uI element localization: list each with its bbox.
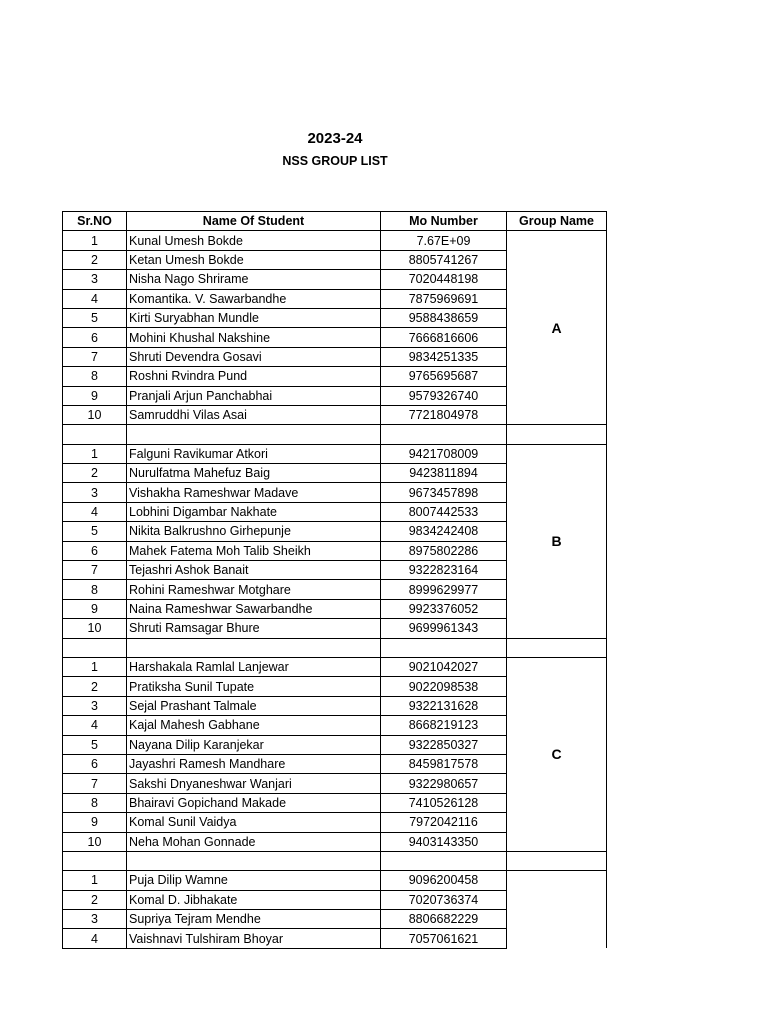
row-mobile-number: 9673457898 <box>381 483 507 502</box>
table-row <box>63 871 607 890</box>
empty-cell <box>63 425 127 444</box>
separator-row <box>63 425 607 444</box>
row-mobile-number: 8459817578 <box>381 754 507 773</box>
empty-cell <box>63 638 127 657</box>
row-sr-no: 7 <box>63 774 127 793</box>
row-mobile-number: 9421708009 <box>381 444 507 463</box>
row-mobile-number: 7666816606 <box>381 328 507 347</box>
row-sr-no: 9 <box>63 599 127 618</box>
row-sr-no: 2 <box>63 677 127 696</box>
header-group: Group Name <box>507 212 607 231</box>
table-row <box>63 657 607 676</box>
row-student-name: Puja Dilip Wamne <box>127 871 381 890</box>
row-mobile-number: 9322850327 <box>381 735 507 754</box>
document-year: 2023-24 <box>307 130 363 147</box>
table-row <box>63 231 607 250</box>
document-subtitle: NSS GROUP LIST <box>282 154 388 168</box>
row-sr-no: 1 <box>63 444 127 463</box>
row-student-name: Kunal Umesh Bokde <box>127 231 381 250</box>
row-sr-no: 7 <box>63 561 127 580</box>
row-student-name: Neha Mohan Gonnade <box>127 832 381 851</box>
row-sr-no: 8 <box>63 580 127 599</box>
table-row <box>63 444 607 463</box>
row-sr-no: 9 <box>63 813 127 832</box>
row-student-name: Roshni Rvindra Pund <box>127 367 381 386</box>
row-student-name: Ketan Umesh Bokde <box>127 250 381 269</box>
row-sr-no: 6 <box>63 754 127 773</box>
row-student-name: Supriya Tejram Mendhe <box>127 910 381 929</box>
row-student-name: Pranjali Arjun Panchabhai <box>127 386 381 405</box>
row-mobile-number: 7410526128 <box>381 793 507 812</box>
row-mobile-number: 9699961343 <box>381 619 507 638</box>
row-mobile-number: 9022098538 <box>381 677 507 696</box>
row-mobile-number: 7972042116 <box>381 813 507 832</box>
row-mobile-number: 9834251335 <box>381 347 507 366</box>
row-student-name: Harshakala Ramlal Lanjewar <box>127 657 381 676</box>
row-student-name: Tejashri Ashok Banait <box>127 561 381 580</box>
empty-cell <box>127 638 381 657</box>
row-sr-no: 4 <box>63 929 127 948</box>
row-student-name: Vishakha Rameshwar Madave <box>127 483 381 502</box>
separator-row <box>63 851 607 870</box>
empty-cell <box>381 851 507 870</box>
table-header-row <box>63 212 607 231</box>
row-student-name: Falguni Ravikumar Atkori <box>127 444 381 463</box>
row-sr-no: 5 <box>63 735 127 754</box>
row-student-name: Pratiksha Sunil Tupate <box>127 677 381 696</box>
row-mobile-number: 8806682229 <box>381 910 507 929</box>
row-student-name: Lobhini Digambar Nakhate <box>127 502 381 521</box>
empty-cell <box>63 851 127 870</box>
row-student-name: Nikita Balkrushno Girhepunje <box>127 522 381 541</box>
row-sr-no: 10 <box>63 405 127 424</box>
row-sr-no: 7 <box>63 347 127 366</box>
header-name: Name Of Student <box>127 212 381 231</box>
row-mobile-number: 8007442533 <box>381 502 507 521</box>
row-sr-no: 2 <box>63 464 127 483</box>
row-sr-no: 10 <box>63 619 127 638</box>
row-sr-no: 2 <box>63 890 127 909</box>
row-sr-no: 1 <box>63 871 127 890</box>
row-mobile-number: 9322131628 <box>381 696 507 715</box>
empty-cell <box>381 638 507 657</box>
row-student-name: Mahek Fatema Moh Talib Sheikh <box>127 541 381 560</box>
row-student-name: Nurulfatma Mahefuz Baig <box>127 464 381 483</box>
row-mobile-number: 9322823164 <box>381 561 507 580</box>
row-mobile-number: 7.67E+09 <box>381 231 507 250</box>
row-mobile-number: 9923376052 <box>381 599 507 618</box>
row-student-name: Nisha Nago Shrirame <box>127 270 381 289</box>
row-sr-no: 1 <box>63 231 127 250</box>
row-mobile-number: 8668219123 <box>381 716 507 735</box>
row-student-name: Shruti Ramsagar Bhure <box>127 619 381 638</box>
row-mobile-number: 7020736374 <box>381 890 507 909</box>
row-mobile-number: 9403143350 <box>381 832 507 851</box>
row-mobile-number: 7875969691 <box>381 289 507 308</box>
row-student-name: Sejal Prashant Talmale <box>127 696 381 715</box>
row-sr-no: 4 <box>63 502 127 521</box>
row-mobile-number: 7721804978 <box>381 405 507 424</box>
row-mobile-number: 9588438659 <box>381 308 507 327</box>
row-student-name: Sakshi Dnyaneshwar Wanjari <box>127 774 381 793</box>
row-mobile-number: 9765695687 <box>381 367 507 386</box>
row-student-name: Shruti Devendra Gosavi <box>127 347 381 366</box>
row-student-name: Bhairavi Gopichand Makade <box>127 793 381 812</box>
row-mobile-number: 7057061621 <box>381 929 507 948</box>
row-sr-no: 3 <box>63 270 127 289</box>
row-sr-no: 3 <box>63 696 127 715</box>
row-mobile-number: 9021042027 <box>381 657 507 676</box>
row-sr-no: 4 <box>63 289 127 308</box>
row-student-name: Komantika. V. Sawarbandhe <box>127 289 381 308</box>
empty-cell <box>381 425 507 444</box>
header-mobile: Mo Number <box>381 212 507 231</box>
row-mobile-number: 8975802286 <box>381 541 507 560</box>
row-student-name: Komal D. Jibhakate <box>127 890 381 909</box>
table-body <box>63 231 607 948</box>
row-mobile-number: 9579326740 <box>381 386 507 405</box>
row-mobile-number: 9834242408 <box>381 522 507 541</box>
row-sr-no: 5 <box>63 522 127 541</box>
empty-cell <box>507 425 607 444</box>
row-student-name: Jayashri Ramesh Mandhare <box>127 754 381 773</box>
row-sr-no: 10 <box>63 832 127 851</box>
row-sr-no: 1 <box>63 657 127 676</box>
empty-cell <box>127 851 381 870</box>
row-sr-no: 9 <box>63 386 127 405</box>
separator-row <box>63 638 607 657</box>
row-mobile-number: 7020448198 <box>381 270 507 289</box>
group-name-cell: B <box>507 444 607 638</box>
row-student-name: Mohini Khushal Nakshine <box>127 328 381 347</box>
row-sr-no: 8 <box>63 367 127 386</box>
group-name-cell <box>507 871 607 949</box>
row-student-name: Kajal Mahesh Gabhane <box>127 716 381 735</box>
row-mobile-number: 8999629977 <box>381 580 507 599</box>
row-student-name: Komal Sunil Vaidya <box>127 813 381 832</box>
row-sr-no: 4 <box>63 716 127 735</box>
row-mobile-number: 8805741267 <box>381 250 507 269</box>
row-student-name: Nayana Dilip Karanjekar <box>127 735 381 754</box>
row-sr-no: 3 <box>63 910 127 929</box>
header-sr-no: Sr.NO <box>63 212 127 231</box>
row-sr-no: 5 <box>63 308 127 327</box>
row-mobile-number: 9423811894 <box>381 464 507 483</box>
group-name-cell: C <box>507 657 607 851</box>
group-name-cell: A <box>507 231 607 425</box>
row-sr-no: 3 <box>63 483 127 502</box>
row-student-name: Samruddhi Vilas Asai <box>127 405 381 424</box>
row-mobile-number: 9322980657 <box>381 774 507 793</box>
row-student-name: Naina Rameshwar Sawarbandhe <box>127 599 381 618</box>
row-sr-no: 6 <box>63 541 127 560</box>
empty-cell <box>127 425 381 444</box>
empty-cell <box>507 638 607 657</box>
row-mobile-number: 9096200458 <box>381 871 507 890</box>
row-student-name: Vaishnavi Tulshiram Bhoyar <box>127 929 381 948</box>
row-student-name: Kirti Suryabhan Mundle <box>127 308 381 327</box>
row-sr-no: 6 <box>63 328 127 347</box>
empty-cell <box>507 851 607 870</box>
nss-group-table <box>62 211 607 949</box>
row-sr-no: 8 <box>63 793 127 812</box>
row-sr-no: 2 <box>63 250 127 269</box>
row-student-name: Rohini Rameshwar Motghare <box>127 580 381 599</box>
